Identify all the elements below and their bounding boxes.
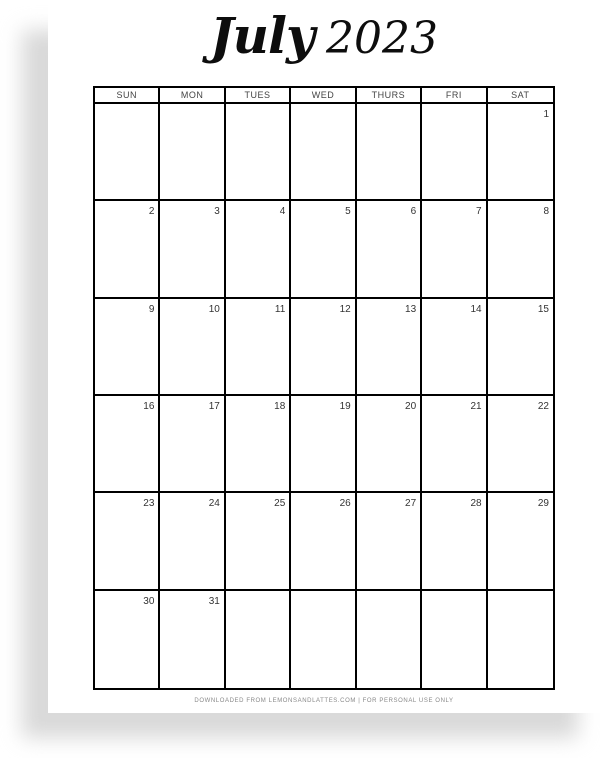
day-cell [357,201,422,298]
day-cell [422,396,487,493]
day-cell [95,104,160,201]
day-number: 14 [470,303,482,315]
day-cell [422,493,487,590]
day-cell [422,104,487,201]
day-number: 8 [543,206,549,218]
day-number: 2 [148,206,155,218]
day-cell [488,104,553,201]
day-cell [95,591,160,688]
day-cell [488,299,553,396]
day-cell [357,493,422,590]
day-number: 20 [405,401,417,412]
day-cell [291,201,356,298]
day-number: 23 [143,498,155,510]
weekday-header-fri: FRI [422,88,487,104]
day-cell [291,493,356,590]
day-cell [422,299,487,396]
day-cell [291,104,356,201]
day-number: 28 [470,498,482,510]
day-number: 6 [410,206,417,218]
day-cell [488,493,553,590]
day-cell [160,299,225,396]
day-number: 29 [537,498,549,510]
day-cell [226,493,291,590]
day-number: 13 [405,303,417,315]
day-number: 4 [279,206,286,218]
day-number: 12 [339,303,351,315]
day-cell [357,396,422,493]
day-cell [226,201,291,298]
weekday-header-mon: MON [160,88,225,104]
day-number: 3 [214,206,220,218]
day-number: 7 [476,206,482,218]
day-cell [488,396,553,493]
day-cell [160,201,225,298]
day-cell [160,493,225,590]
year-title: 2023 [326,13,439,64]
day-cell [357,591,422,688]
day-cell [226,299,291,396]
day-cell [226,396,291,493]
day-cell [226,104,291,201]
month-title: July [209,6,315,65]
day-cell [95,201,160,298]
calendar-grid [93,86,555,690]
day-number: 18 [274,401,286,412]
day-cell [291,396,356,493]
day-cell [488,201,553,298]
day-cell [95,299,160,396]
day-cell [422,201,487,298]
day-number: 17 [208,401,220,412]
day-number: 21 [470,401,482,412]
day-number: 25 [274,498,286,510]
weekday-header-thurs: THURS [357,88,422,104]
day-number: 10 [208,303,220,315]
day-cell [291,591,356,688]
day-number: 15 [537,303,549,315]
day-number: 19 [339,401,351,412]
day-number: 1 [543,109,549,120]
footer-credit: DOWNLOADED FROM LEMONSANDLATTES.COM | FOR PERSONAL USE ONLY [194,698,454,704]
day-number: 22 [537,401,549,412]
day-cell [95,396,160,493]
day-cell [160,104,225,201]
weekday-header-wed: WED [291,88,356,104]
calendar-title [0,6,600,65]
day-cell [226,591,291,688]
weekday-header-sat: SAT [488,88,553,104]
day-number: 27 [405,498,417,510]
weekday-header-tues: TUES [226,88,291,104]
day-number: 16 [143,401,155,412]
day-cell [160,396,225,493]
day-number: 24 [208,498,220,510]
day-number: 11 [274,303,286,315]
day-number: 31 [208,595,220,607]
weekday-header-sun: SUN [95,88,160,104]
day-cell [422,591,487,688]
day-cell [160,591,225,688]
day-cell [357,104,422,201]
day-cell [95,493,160,590]
day-cell [357,299,422,396]
day-cell [291,299,356,396]
day-number: 9 [148,303,155,315]
day-cell [488,591,553,688]
day-number: 26 [339,498,351,510]
day-number: 30 [143,595,155,607]
day-number: 5 [345,206,351,218]
